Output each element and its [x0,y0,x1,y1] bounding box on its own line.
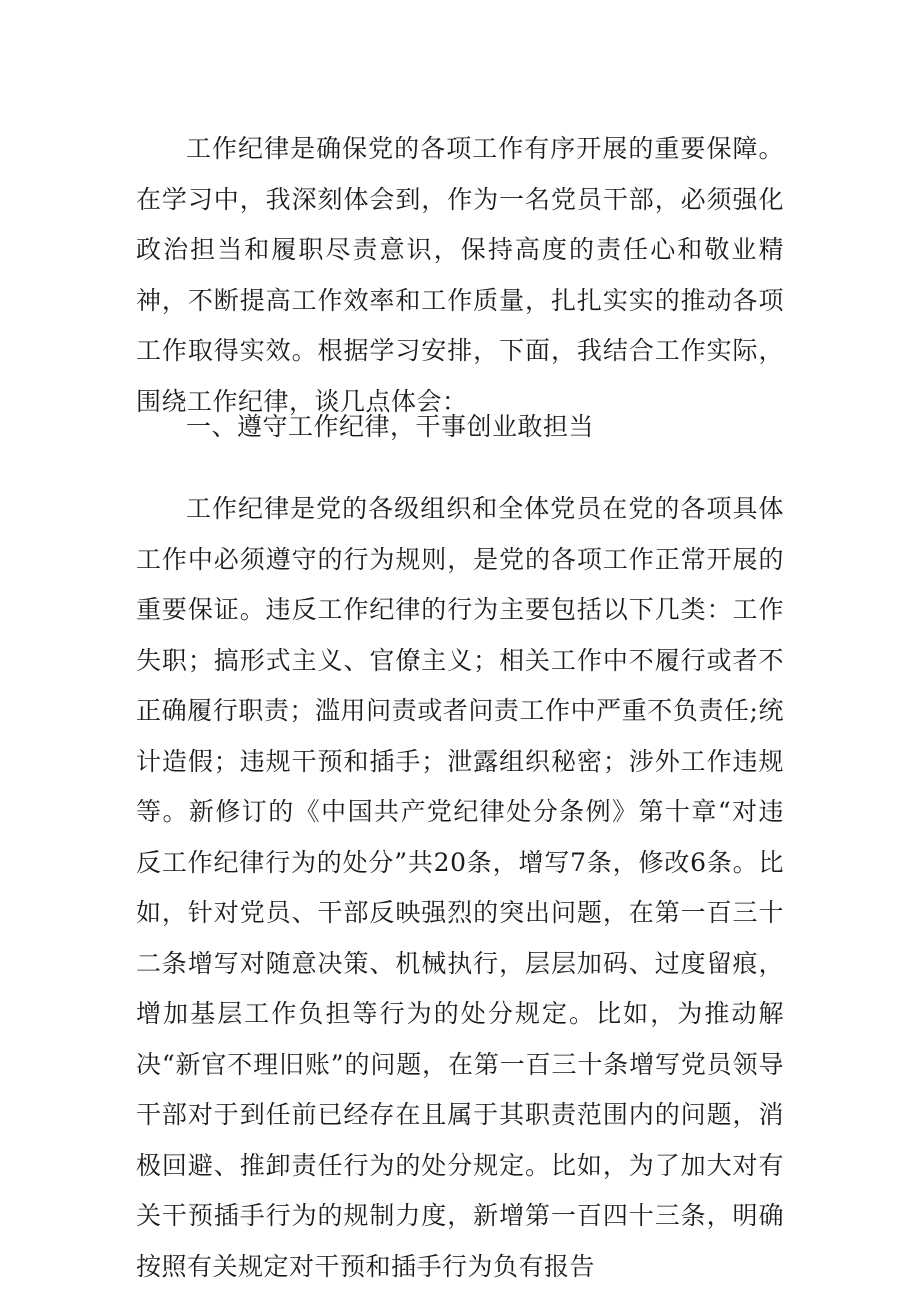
work-discipline-paragraph: 工作纪律是党的各级组织和全体党员在党的各项具体工作中必须遵守的行为规则，是党的各项工作正常开展的重要保证。违反工作纪律的行为主要包括以下几类：工作失职；搞形式主义、官僚主义；相关工作中不履行或者不正确履行职责；滥用问责或者问责工作中严重不负责任;统计造假；违规干预和插手；泄露组织秘密；涉外工作违规等。新修订的《中国共产党纪律处分条例》第十章“对违反工作纪律行为的处分”共20条，增写7条，修改6条。比如，针对党员、干部反映强烈的突出问题，在第一百三十二条增写对随意决策、机械执行，层层加码、过度留痕，增加基层工作负担等行为的处分规定。比如，为推动解决“新官不理旧账”的问题，在第一百三十条增写党员领导干部对于到任前已经存在且属于其职责范围内的问题，消极回避、推卸责任行为的处分规定。比如，为了加大对有关干预插手行为的规制力度，新增第一百四十三条，明确按照有关规定对干预和插手行为负有报告 [136,494,784,1281]
intro-paragraph: 工作纪律是确保党的各项工作有序开展的重要保障。在学习中，我深刻体会到，作为一名党员干部，必须强化政治担当和履职尽责意识，保持高度的责任心和敬业精神，不断提高工作效率和工作质量，扎扎实实的推动各项工作取得实效。根据学习安排，下面，我结合工作实际，围绕工作纪律，谈几点体会： [136,134,784,416]
section-heading-1: 一、遵守工作纪律，干事创业敢担当 [186,412,595,441]
